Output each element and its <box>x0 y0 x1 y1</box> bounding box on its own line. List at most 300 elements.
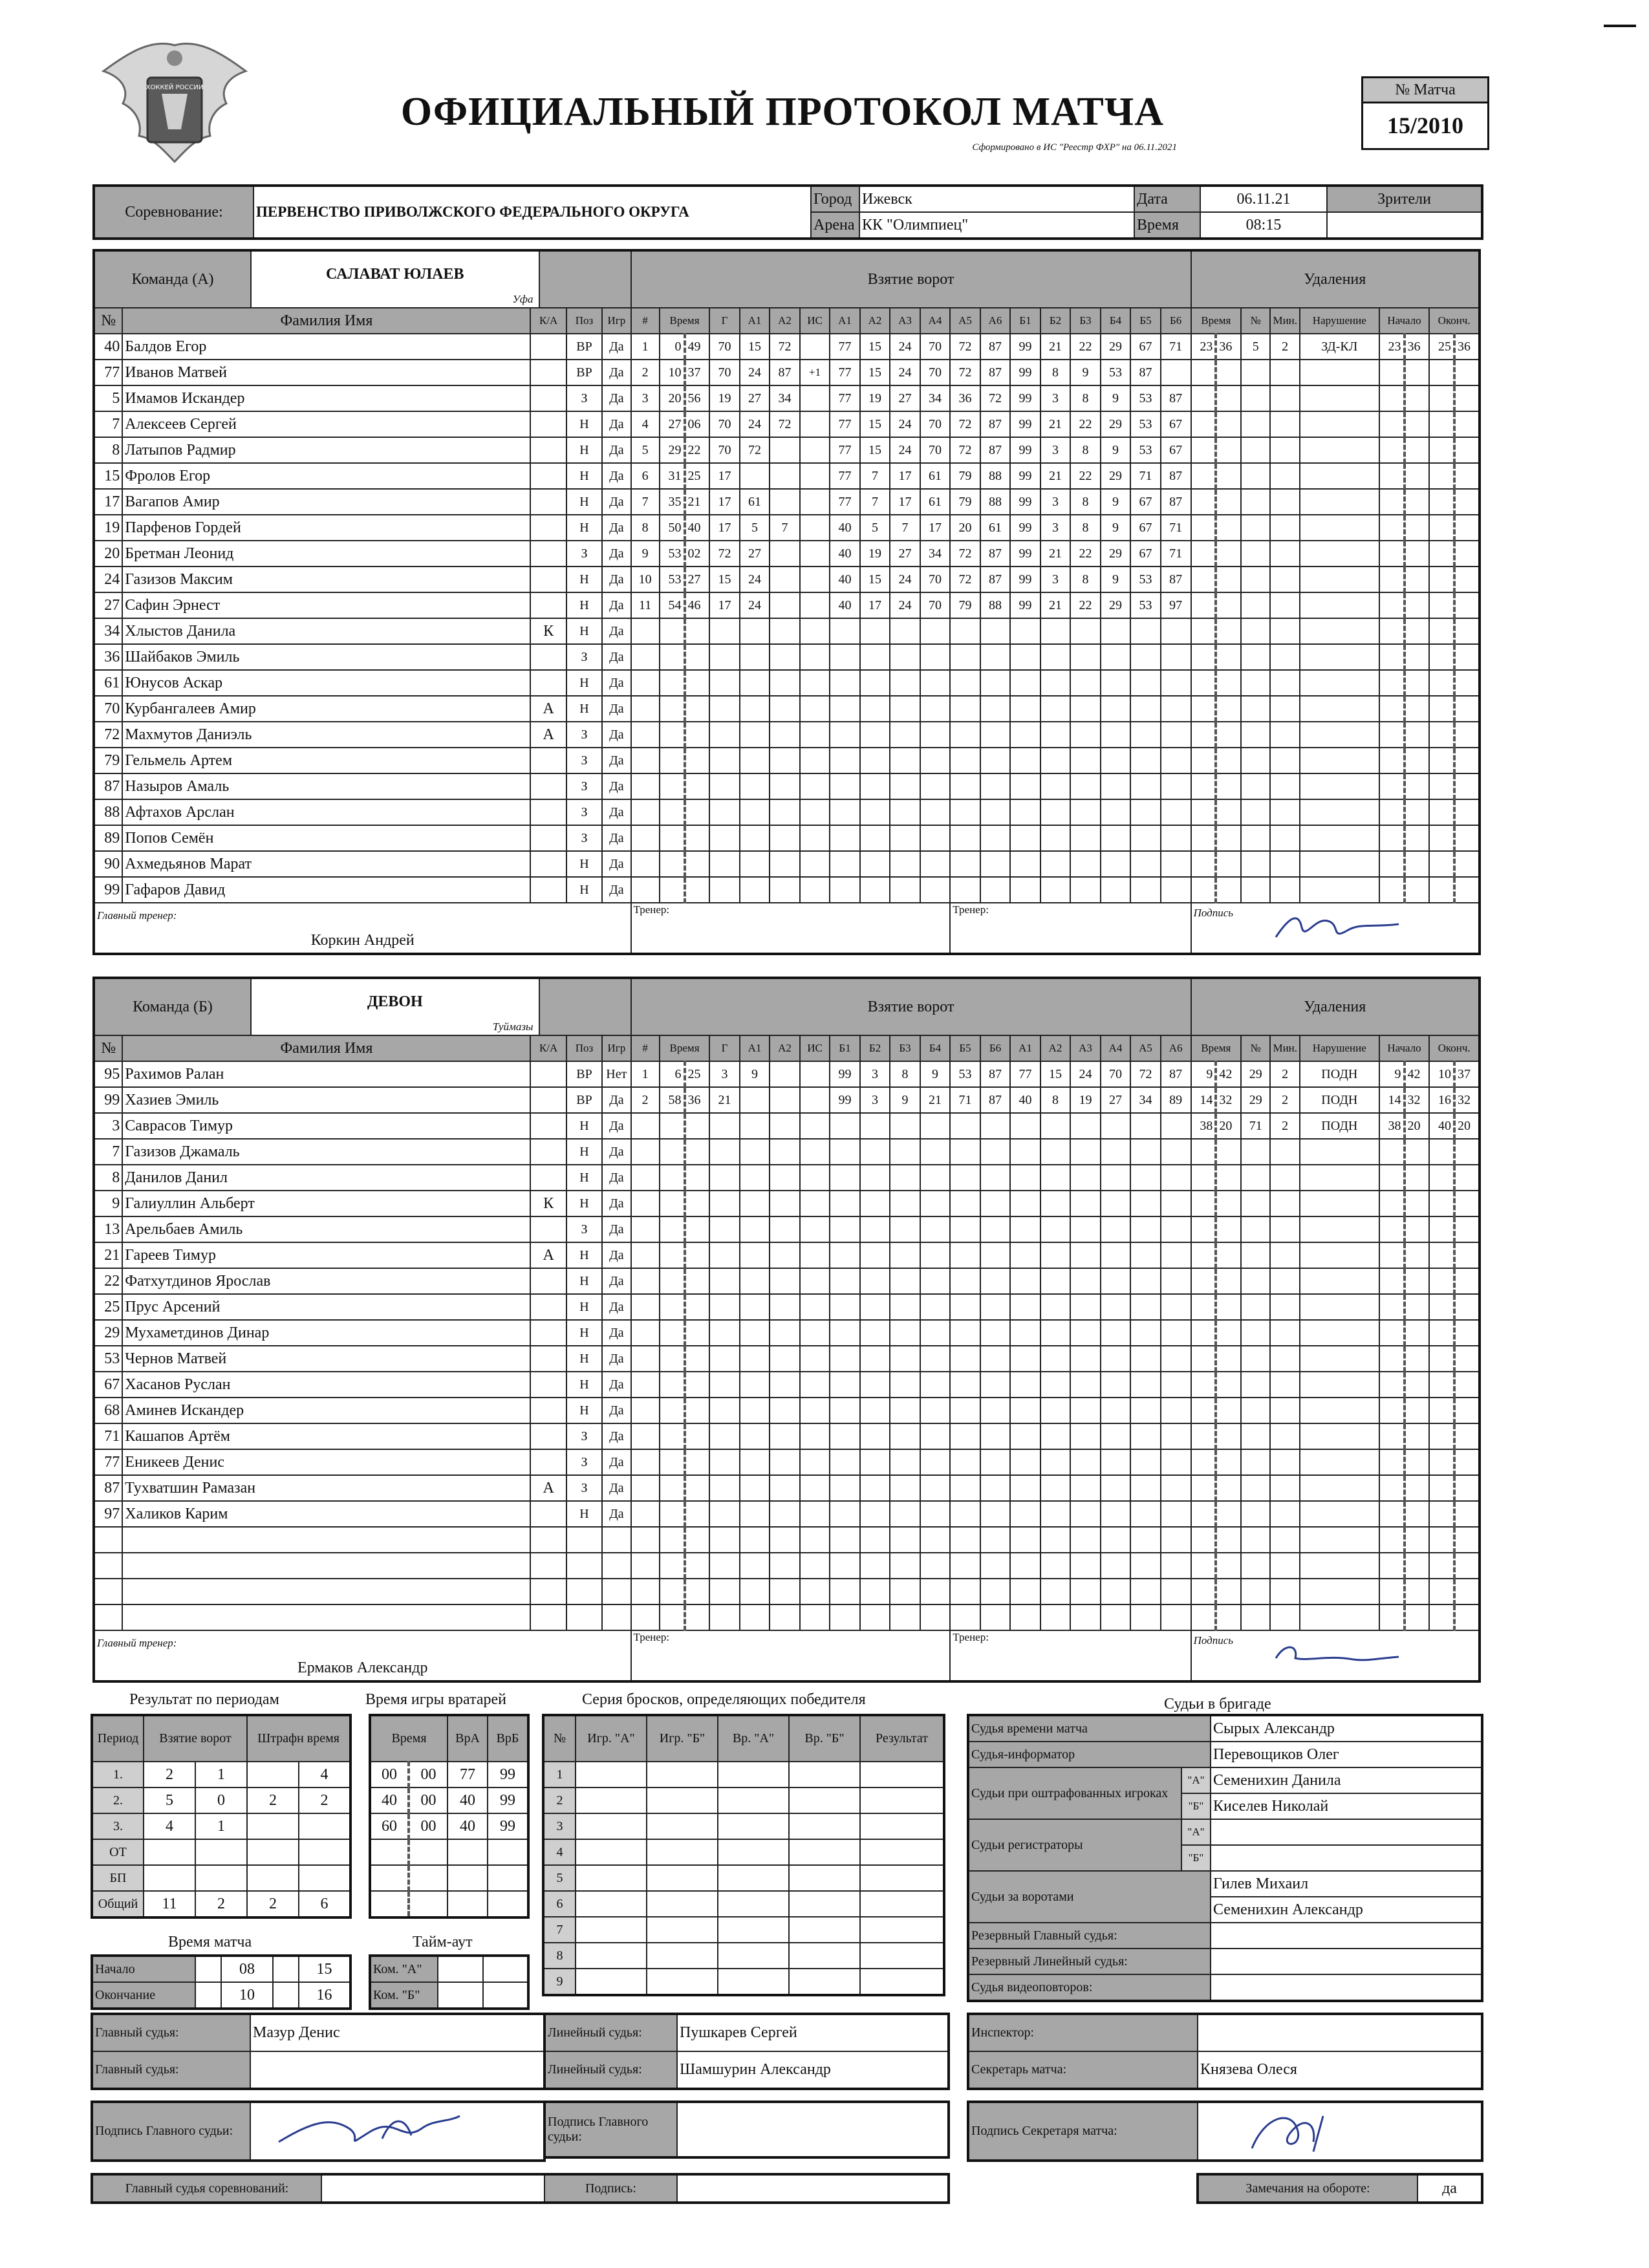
goal-cell <box>770 1501 800 1527</box>
goal-minute <box>660 1191 685 1216</box>
player-number: 34 <box>94 618 122 644</box>
goal-cell <box>830 1216 860 1242</box>
goal-minute: 54 <box>660 592 685 618</box>
goal-cell <box>740 1139 770 1165</box>
goal-cell <box>1070 748 1101 773</box>
goal-assist-2: 87 <box>770 360 800 385</box>
goal-cell <box>1040 1398 1071 1423</box>
penalty-cell <box>1241 1372 1270 1398</box>
goal-assist-1: 24 <box>740 411 770 437</box>
player-name: Махмутов Даниэль <box>122 722 530 748</box>
player-position <box>566 1553 602 1579</box>
goal-onice-2: 67 <box>1130 334 1161 360</box>
goal-cell <box>950 1294 980 1320</box>
goal-cell <box>1010 1423 1040 1449</box>
penalty-cell <box>1216 567 1241 592</box>
goal-cell <box>1070 1423 1101 1449</box>
goal-onice-1: 24 <box>890 411 920 437</box>
penalty-cell <box>1300 1165 1379 1191</box>
goal-cell <box>770 1268 800 1294</box>
penalty-cell <box>1454 411 1480 437</box>
goal-cell <box>1040 1423 1071 1449</box>
player-position: З <box>566 1449 602 1475</box>
goal-onice-1: 72 <box>950 541 980 567</box>
penalty-end-minute <box>1429 1449 1454 1475</box>
goal-cell <box>890 773 920 799</box>
player-position: З <box>566 748 602 773</box>
penalty-cell <box>1454 799 1480 825</box>
goal-cell <box>800 1320 830 1346</box>
goal-cell <box>1010 1372 1040 1398</box>
goal-onice-1: 72 <box>950 334 980 360</box>
penalty-cell <box>1405 748 1430 773</box>
goal-cell <box>980 1139 1011 1165</box>
goal-onice-2: 8 <box>1040 360 1071 385</box>
penalty-start-minute <box>1379 799 1405 825</box>
goal-cell <box>920 618 951 644</box>
goalie-row <box>370 1865 528 1891</box>
penalty-cell <box>1405 670 1430 696</box>
penalty-cell <box>1216 1372 1241 1398</box>
goal-cell <box>860 825 890 851</box>
goal-number <box>631 696 660 722</box>
goal-cell <box>1130 618 1161 644</box>
penalty-minute <box>1191 592 1216 618</box>
goal-cell <box>709 1604 740 1630</box>
penalty-cell <box>1454 1604 1480 1630</box>
goal-cell <box>830 1579 860 1604</box>
player-position: Н <box>566 851 602 877</box>
goal-cell <box>740 1294 770 1320</box>
penalty-a-tag: "А" <box>1181 1767 1211 1793</box>
period-pim-a: 2 <box>247 1787 299 1813</box>
goal-number: 11 <box>631 592 660 618</box>
penalty-cell <box>1270 1165 1299 1191</box>
shootout-cell <box>860 1813 944 1839</box>
goal-number <box>631 1553 660 1579</box>
goal-number <box>631 1320 660 1346</box>
goal-assist-2: 34 <box>770 385 800 411</box>
penalty-cell <box>1270 1191 1299 1216</box>
goal-cell <box>1130 1216 1161 1242</box>
goal-cell <box>830 851 860 877</box>
goal-scorer: 72 <box>709 541 740 567</box>
goal-onice-2: 87 <box>1161 489 1191 515</box>
penalty-minute <box>1191 1294 1216 1320</box>
match-end-hour: 10 <box>221 1982 273 2009</box>
goal-cell <box>1010 722 1040 748</box>
player-row <box>94 1449 1480 1475</box>
penalty-cell <box>1405 877 1430 903</box>
player-captain <box>530 411 566 437</box>
goal-cell <box>800 1553 830 1579</box>
goal-cell <box>890 1320 920 1346</box>
penalty-cell <box>1270 541 1299 567</box>
goal-cell <box>709 1398 740 1423</box>
player-number: 53 <box>94 1346 122 1372</box>
shootout-cell <box>860 1865 944 1891</box>
player-playing: Да <box>602 411 630 437</box>
shootout-row <box>543 1839 944 1865</box>
goal-number <box>631 670 660 696</box>
team_b-col-pmin: Мин. <box>1270 1035 1299 1061</box>
goal-cell <box>1161 877 1191 903</box>
goal-cell <box>830 644 860 670</box>
penalty-cell <box>1300 1449 1379 1475</box>
player-position: Н <box>566 877 602 903</box>
shootout-row <box>543 1917 944 1943</box>
shootout-row <box>543 1891 944 1917</box>
goal-cell <box>950 1113 980 1139</box>
player-position: ВР <box>566 334 602 360</box>
goal-second: 22 <box>685 437 710 463</box>
goal-onice-2: 19 <box>1070 1087 1101 1113</box>
goal-cell <box>830 1372 860 1398</box>
player-row <box>94 1475 1480 1501</box>
penalty-cell <box>1270 567 1299 592</box>
player-playing: Да <box>602 360 630 385</box>
penalty-cell <box>1454 1423 1480 1449</box>
goal-cell <box>770 1579 800 1604</box>
penalty-cell <box>1241 515 1270 541</box>
penalty-cell <box>1300 385 1379 411</box>
goal-cell <box>1010 644 1040 670</box>
spectators-value <box>1327 212 1482 239</box>
goal-cell <box>950 851 980 877</box>
penalty-cell <box>1241 1579 1270 1604</box>
penalty-cell <box>1300 644 1379 670</box>
goal-onice-2: 89 <box>1161 1087 1191 1113</box>
goal-cell <box>800 1449 830 1475</box>
goal-cell <box>950 825 980 851</box>
player-position: Н <box>566 437 602 463</box>
goal-cell <box>980 799 1011 825</box>
goal-cell <box>1070 696 1101 722</box>
player-playing: Да <box>602 825 630 851</box>
team_a-col-name: Фамилия Имя <box>122 308 530 334</box>
time-label: Время <box>1134 212 1200 239</box>
goal-cell <box>860 1423 890 1449</box>
shootout-cell <box>647 1762 718 1787</box>
goal-cell <box>1040 1449 1071 1475</box>
penalty-cell <box>1300 1604 1379 1630</box>
shootout-cell <box>647 1839 718 1865</box>
penalty-cell <box>1216 1501 1241 1527</box>
goal-cell <box>920 1579 951 1604</box>
goal-number <box>631 1165 660 1191</box>
period-label: 3. <box>92 1813 144 1839</box>
shootout-number: 1 <box>543 1762 576 1787</box>
secretary-signature-table <box>967 2101 1483 2162</box>
goal-onice-2: 99 <box>1010 567 1040 592</box>
period-row <box>92 1762 350 1787</box>
secretary-signature <box>1198 2102 1482 2161</box>
player-name: Сафин Эрнест <box>122 592 530 618</box>
goal-cell <box>920 1604 951 1630</box>
player-name: Алексеев Сергей <box>122 411 530 437</box>
goal-cell <box>709 722 740 748</box>
player-captain: К <box>530 1191 566 1216</box>
period-row <box>92 1813 350 1839</box>
penalty-minute <box>1191 1372 1216 1398</box>
penalty-end-minute <box>1429 592 1454 618</box>
penalty-cell <box>1300 541 1379 567</box>
goal-cell <box>770 1139 800 1165</box>
goal-onice-1: 87 <box>980 437 1011 463</box>
goal-scorer: 70 <box>709 437 740 463</box>
goal-cell <box>685 722 710 748</box>
goal-minute <box>660 1475 685 1501</box>
penalty-cell <box>1270 463 1299 489</box>
goal-cell <box>1040 1527 1071 1553</box>
player-captain <box>530 463 566 489</box>
goal-onice-1: 34 <box>920 385 951 411</box>
penalty-end-minute <box>1429 1191 1454 1216</box>
player-number: 15 <box>94 463 122 489</box>
penalty-cell <box>1241 567 1270 592</box>
goal-onice-2: 67 <box>1130 541 1161 567</box>
goal-cell <box>890 748 920 773</box>
goal-situation <box>800 334 830 360</box>
goal-cell <box>770 670 800 696</box>
player-captain: А <box>530 1242 566 1268</box>
goal-cell <box>860 1579 890 1604</box>
goal-cell <box>1040 748 1071 773</box>
penalty-cell <box>1405 437 1430 463</box>
goal-cell <box>800 1242 830 1268</box>
penalty-end-minute <box>1429 1165 1454 1191</box>
goal-cell <box>860 1113 890 1139</box>
penalty-cell <box>1270 1294 1299 1320</box>
goalie-cell <box>488 1891 528 1917</box>
goal-cell <box>770 1113 800 1139</box>
goalie-col-time: Время <box>370 1715 447 1762</box>
goal-cell <box>740 1216 770 1242</box>
player-row <box>94 437 1480 463</box>
team_b-head-coach-label: Главный тренер: <box>94 1630 631 1656</box>
goal-cell <box>1040 670 1071 696</box>
penalty-start-minute <box>1379 567 1405 592</box>
goal-cell <box>1101 1501 1131 1527</box>
goal-cell <box>920 1139 951 1165</box>
team_b-col-onice2-5: А6 <box>1161 1035 1191 1061</box>
goal-number: 9 <box>631 541 660 567</box>
goal-cell <box>830 1398 860 1423</box>
player-row <box>94 670 1480 696</box>
remarks-value: да <box>1417 2174 1482 2203</box>
goal-cell <box>1010 1268 1040 1294</box>
penalty-cell <box>1270 1449 1299 1475</box>
goal-cell <box>950 1320 980 1346</box>
penalty-start-minute <box>1379 1320 1405 1346</box>
goal-onice-2: 99 <box>1010 515 1040 541</box>
team_a-table <box>92 249 1481 955</box>
goal-cell <box>709 1294 740 1320</box>
penalty-cell <box>1405 1165 1430 1191</box>
goal-cell <box>860 1501 890 1527</box>
shootout-cell <box>860 1969 944 1995</box>
player-name: Рахимов Ралан <box>122 1061 530 1087</box>
player-position: Н <box>566 463 602 489</box>
penalty-cell <box>1405 825 1430 851</box>
player-name: Имамов Искандер <box>122 385 530 411</box>
goal-cell <box>800 1139 830 1165</box>
shootout-row <box>543 1943 944 1969</box>
goal-cell <box>709 1346 740 1372</box>
goal-onice-1: 7 <box>890 515 920 541</box>
player-position: Н <box>566 1398 602 1423</box>
penalty-minute <box>1191 748 1216 773</box>
penalty-end-second: 36 <box>1454 334 1480 360</box>
team_b-col-num: № <box>94 1035 122 1061</box>
shootout-cell <box>718 1917 789 1943</box>
goal-onice-2: 3 <box>1040 515 1071 541</box>
penalty-cell <box>1454 1346 1480 1372</box>
team_a-col-onice2-4: Б5 <box>1130 308 1161 334</box>
goal-minute <box>660 851 685 877</box>
goal-cell <box>1161 1398 1191 1423</box>
shootout-cell <box>789 1813 860 1839</box>
penalty-minute <box>1191 489 1216 515</box>
player-number: 87 <box>94 773 122 799</box>
period-pim-b: 2 <box>299 1787 350 1813</box>
team_a-col-onice1-2: А3 <box>890 308 920 334</box>
team_a-label-text: Команда (А) <box>131 270 214 288</box>
player-name: Бретман Леонид <box>122 541 530 567</box>
goal-cell <box>830 618 860 644</box>
linesman-1: Пушкарев Сергей <box>677 2014 949 2051</box>
goal-cell <box>860 1449 890 1475</box>
goal-cell <box>860 748 890 773</box>
penalty-cell <box>1216 360 1241 385</box>
goal-cell <box>980 1527 1011 1553</box>
penalty-start-minute <box>1379 618 1405 644</box>
goal-cell <box>740 1423 770 1449</box>
goal-cell <box>1070 1579 1101 1604</box>
goal-cell <box>770 877 800 903</box>
shootout-cell <box>860 1943 944 1969</box>
goal-cell <box>685 1320 710 1346</box>
penalty-cell <box>1270 1579 1299 1604</box>
penalty-cell <box>1216 748 1241 773</box>
goal-onice-2: 53 <box>1101 360 1131 385</box>
goal-assist-2: 72 <box>770 411 800 437</box>
goal-cell <box>1010 1604 1040 1630</box>
player-number: 19 <box>94 515 122 541</box>
goal-cell <box>830 1423 860 1449</box>
player-row <box>94 1087 1480 1113</box>
goal-cell <box>685 618 710 644</box>
inspector-table <box>967 2013 1483 2090</box>
penalty-second: 36 <box>1216 334 1241 360</box>
player-position: Н <box>566 1294 602 1320</box>
penalty-cell <box>1241 1449 1270 1475</box>
goal-cell <box>1161 851 1191 877</box>
penalty-end-minute <box>1429 1372 1454 1398</box>
penalty-cell <box>1241 592 1270 618</box>
goal-cell <box>890 1346 920 1372</box>
goal-onice-1: 19 <box>860 385 890 411</box>
penalty-cell <box>1300 1398 1379 1423</box>
penalty-cell <box>1241 360 1270 385</box>
head-ref-1: Мазур Денис <box>250 2014 544 2051</box>
goal-cell <box>1161 1139 1191 1165</box>
penalty-end-minute <box>1429 1294 1454 1320</box>
team_a-col-onice2-1: Б2 <box>1040 308 1071 334</box>
goal-cell <box>740 877 770 903</box>
goal-cell <box>980 1191 1011 1216</box>
player-captain <box>530 1346 566 1372</box>
goal-cell <box>1070 1294 1101 1320</box>
penalty-cell <box>1216 385 1241 411</box>
goal-scorer: 21 <box>709 1087 740 1113</box>
goal-onice-1: 53 <box>950 1061 980 1087</box>
team_a-col-onice1-5: А6 <box>980 308 1011 334</box>
shootout-number: 5 <box>543 1865 576 1891</box>
goal-cell <box>980 722 1011 748</box>
goalie-cell <box>409 1891 447 1917</box>
penalty-cell <box>1300 489 1379 515</box>
goal-minute: 35 <box>660 489 685 515</box>
goal-onice-1: 72 <box>980 385 1011 411</box>
goal-situation <box>800 541 830 567</box>
goal-onice-1: 87 <box>980 541 1011 567</box>
corner-mark <box>1604 25 1636 27</box>
goal-cell <box>685 696 710 722</box>
goal-number <box>631 851 660 877</box>
goalie-col-a: ВрА <box>447 1715 488 1762</box>
penalty-cell <box>1241 670 1270 696</box>
player-number: 29 <box>94 1320 122 1346</box>
period-goals-a: 5 <box>144 1787 195 1813</box>
player-row <box>94 489 1480 515</box>
player-playing: Да <box>602 515 630 541</box>
penalty-end-minute <box>1429 618 1454 644</box>
player-row <box>94 722 1480 748</box>
goal-onice-1: 3 <box>860 1061 890 1087</box>
penalty-cell <box>1216 1216 1241 1242</box>
penalty-start-minute: 38 <box>1379 1113 1405 1139</box>
period-row <box>92 1839 350 1865</box>
penalty-cell <box>1405 1398 1430 1423</box>
goalie-b: 99 <box>488 1762 528 1787</box>
goal-onice-2: 77 <box>1010 1061 1040 1087</box>
goal-cell <box>1130 1527 1161 1553</box>
player-row <box>94 1139 1480 1165</box>
team_a-col-onice1-4: А5 <box>950 308 980 334</box>
player-name: Прус Арсений <box>122 1294 530 1320</box>
goal-cell <box>770 696 800 722</box>
goal-cell <box>860 799 890 825</box>
penalty-start-minute <box>1379 1216 1405 1242</box>
team_a-col-pos: Поз <box>566 308 602 334</box>
goal-cell <box>980 1604 1011 1630</box>
penalty-start-minute <box>1379 696 1405 722</box>
goal-cell <box>950 748 980 773</box>
penalty-end-minute <box>1429 385 1454 411</box>
goal-situation: +1 <box>800 360 830 385</box>
penalty-cell <box>1216 722 1241 748</box>
goal-cell <box>770 618 800 644</box>
goal-onice-1: 17 <box>890 463 920 489</box>
goal-assist-2 <box>770 1087 800 1113</box>
period-pim-b: 4 <box>299 1762 350 1787</box>
goal-onice-1: 61 <box>920 463 951 489</box>
goal-cell <box>800 696 830 722</box>
player-playing: Да <box>602 437 630 463</box>
goal-onice-1: 15 <box>860 334 890 360</box>
player-playing: Да <box>602 489 630 515</box>
